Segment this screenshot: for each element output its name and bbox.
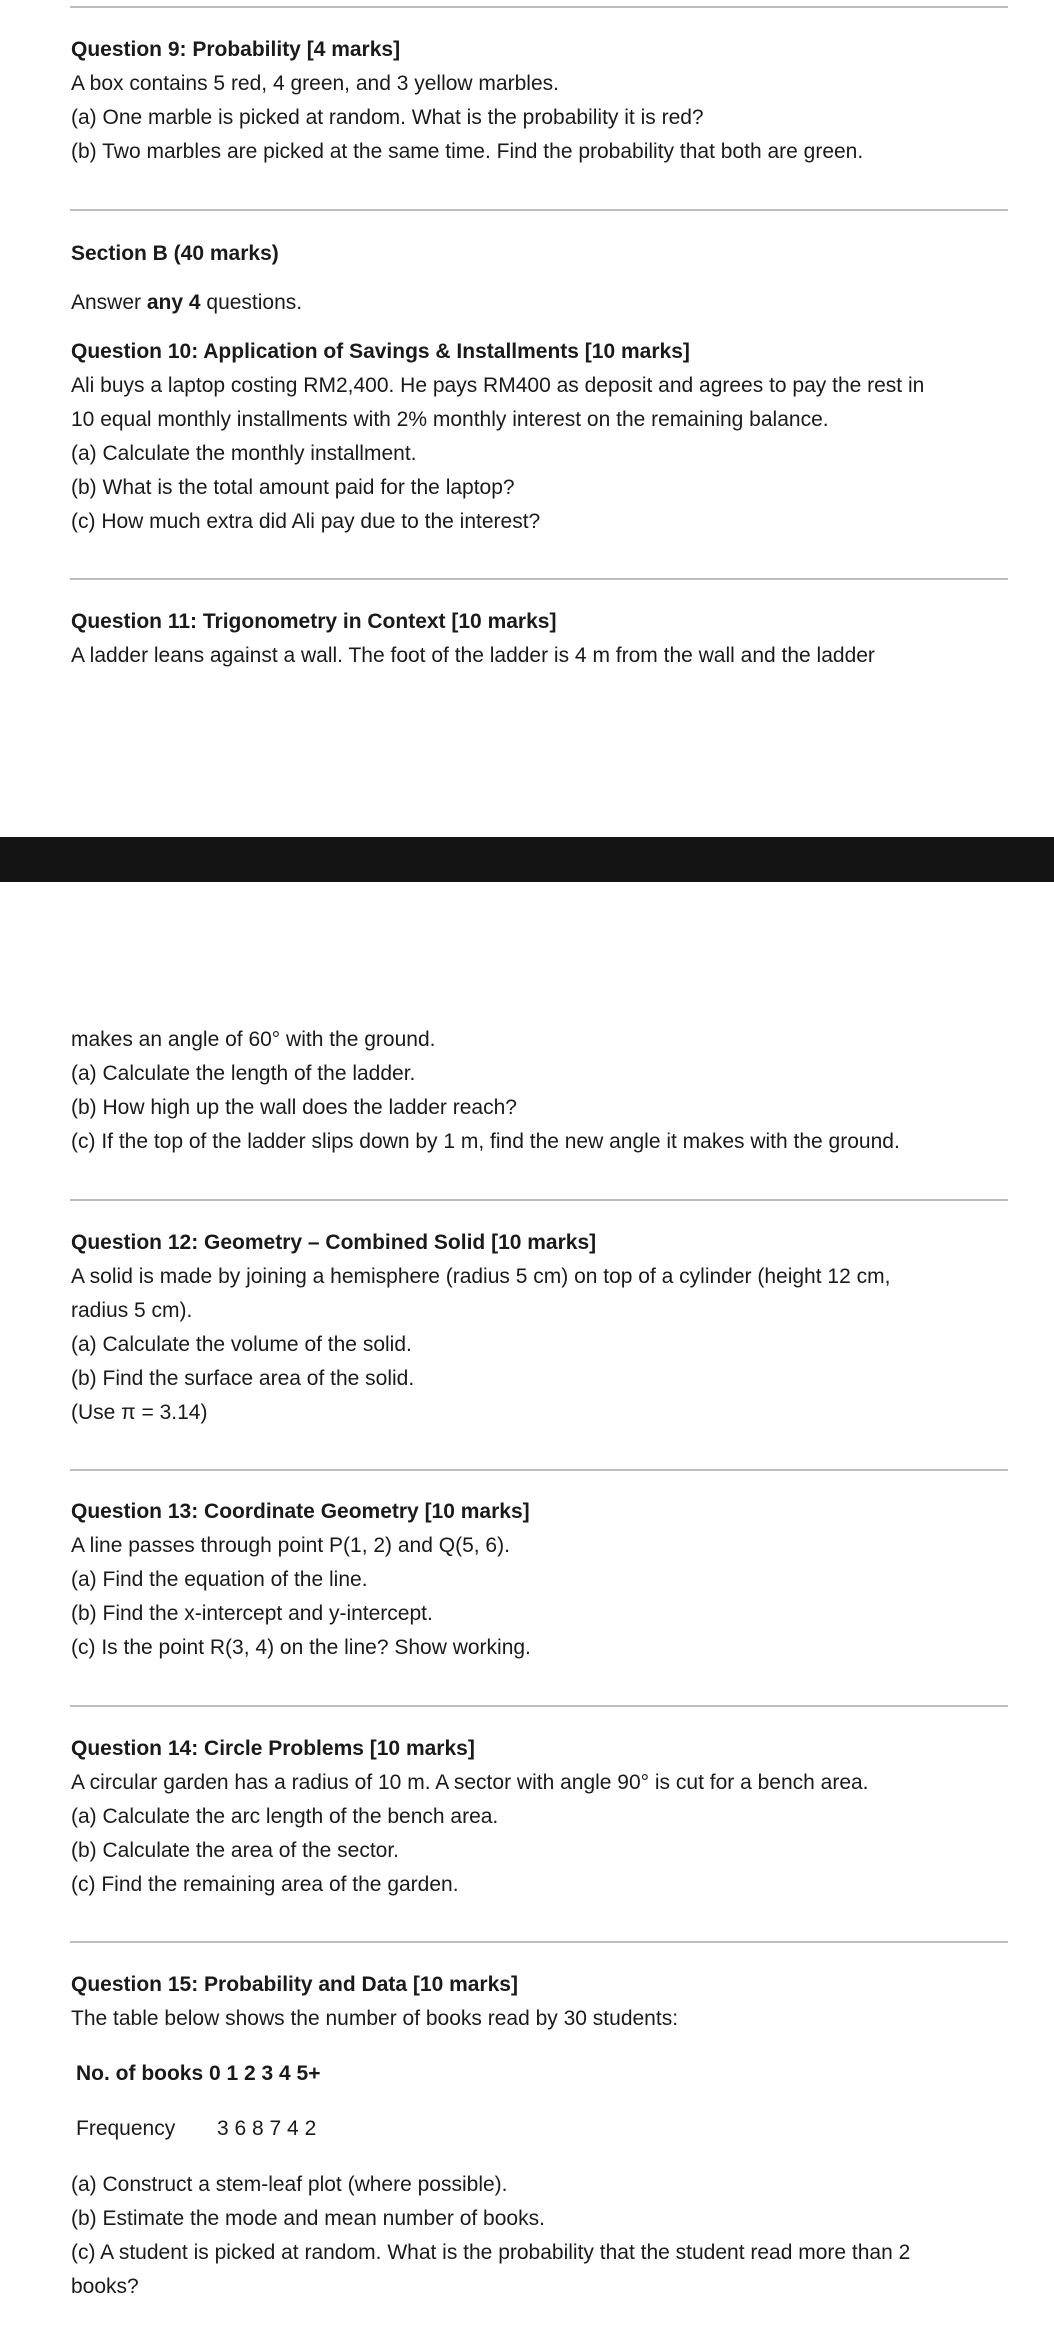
q13-line: A line passes through point P(1, 2) and Q(5, 6).: [71, 1534, 510, 1557]
q9-part-b: (b) Two marbles are picked at the same time. Find the probability that both are green.: [71, 140, 864, 163]
q14-part-b: (b) Calculate the area of the sector.: [71, 1839, 400, 1862]
q14-part-a: (a) Calculate the arc length of the bench area.: [71, 1805, 499, 1828]
page-break-bar: [0, 837, 1054, 882]
frequency-values: 3 6 8 7 4 2: [217, 2117, 317, 2140]
q12-line: radius 5 cm).: [71, 1299, 193, 1322]
q15-title: Question 15: Probability and Data [10 marks]: [71, 1973, 518, 1996]
q10-part-a: (a) Calculate the monthly installment.: [71, 442, 417, 465]
q12-part-b: (b) Find the surface area of the solid.: [71, 1367, 415, 1390]
section-b-title: Section B (40 marks): [71, 242, 279, 265]
q9-part-a: (a) One marble is picked at random. What is the probability it is red?: [71, 106, 704, 129]
q11-part-a: (a) Calculate the length of the ladder.: [71, 1062, 416, 1085]
q15-part-c: (c) A student is picked at random. What is the probability that the student read more than 2: [71, 2241, 911, 2264]
q10-part-b: (b) What is the total amount paid for the laptop?: [71, 476, 515, 499]
q12-title: Question 12: Geometry – Combined Solid [10 marks]: [71, 1231, 597, 1254]
q11-part-c: (c) If the top of the ladder slips down by 1 m, find the new angle it makes with the ground.: [71, 1130, 900, 1153]
q12-line: A solid is made by joining a hemisphere (radius 5 cm) on top of a cylinder (height 12 cm,: [71, 1265, 891, 1288]
divider: [70, 1199, 1008, 1201]
q15-intro: The table below shows the number of books read by 30 students:: [71, 2007, 679, 2030]
divider: [70, 1705, 1008, 1707]
q12-note: (Use π = 3.14): [71, 1401, 208, 1424]
divider: [70, 578, 1008, 580]
q13-part-c: (c) Is the point R(3, 4) on the line? Show working.: [71, 1636, 531, 1659]
q14-part-c: (c) Find the remaining area of the garden.: [71, 1873, 459, 1896]
divider: [70, 209, 1008, 211]
instruction-prefix: Answer: [71, 291, 147, 314]
q10-line: 10 equal monthly installments with 2% monthly interest on the remaining balance.: [71, 408, 829, 431]
q10-part-c: (c) How much extra did Ali pay due to the interest?: [71, 510, 541, 533]
books-table-header: No. of books 0 1 2 3 4 5+: [76, 2062, 321, 2085]
q11-line: makes an angle of 60° with the ground.: [71, 1028, 436, 1051]
q14-title: Question 14: Circle Problems [10 marks]: [71, 1737, 475, 1760]
frequency-label: Frequency: [76, 2117, 176, 2140]
q10-line: Ali buys a laptop costing RM2,400. He pays RM400 as deposit and agrees to pay the rest in: [71, 374, 925, 397]
books-table-frequency-row: [76, 2112, 316, 2146]
q15-part-b: (b) Estimate the mode and mean number of books.: [71, 2207, 545, 2230]
q11-line: A ladder leans against a wall. The foot of the ladder is 4 m from the wall and the ladder: [71, 644, 875, 667]
instruction-bold: any 4: [146, 291, 201, 314]
q9-line: A box contains 5 red, 4 green, and 3 yellow marbles.: [71, 72, 559, 95]
section-b-instruction: [71, 286, 1011, 320]
divider: [70, 6, 1008, 8]
q11-part-b: (b) How high up the wall does the ladder reach?: [71, 1096, 517, 1119]
q13-part-b: (b) Find the x-intercept and y-intercept.: [71, 1602, 433, 1625]
q12-part-a: (a) Calculate the volume of the solid.: [71, 1333, 412, 1356]
q11-title: Question 11: Trigonometry in Context [10 marks]: [71, 610, 557, 633]
q13-part-a: (a) Find the equation of the line.: [71, 1568, 368, 1591]
divider: [70, 1941, 1008, 1943]
q14-line: A circular garden has a radius of 10 m. A sector with angle 90° is cut for a bench area.: [71, 1771, 869, 1794]
q10-title: Question 10: Application of Savings & Installments [10 marks]: [71, 340, 690, 363]
q15-part-c-continued: books?: [71, 2275, 139, 2298]
q13-title: Question 13: Coordinate Geometry [10 marks]: [71, 1500, 530, 1523]
instruction-suffix: questions.: [200, 291, 303, 314]
q15-part-a: (a) Construct a stem-leaf plot (where possible).: [71, 2173, 508, 2196]
q9-title: Question 9: Probability [4 marks]: [71, 38, 401, 61]
divider: [70, 1469, 1008, 1471]
